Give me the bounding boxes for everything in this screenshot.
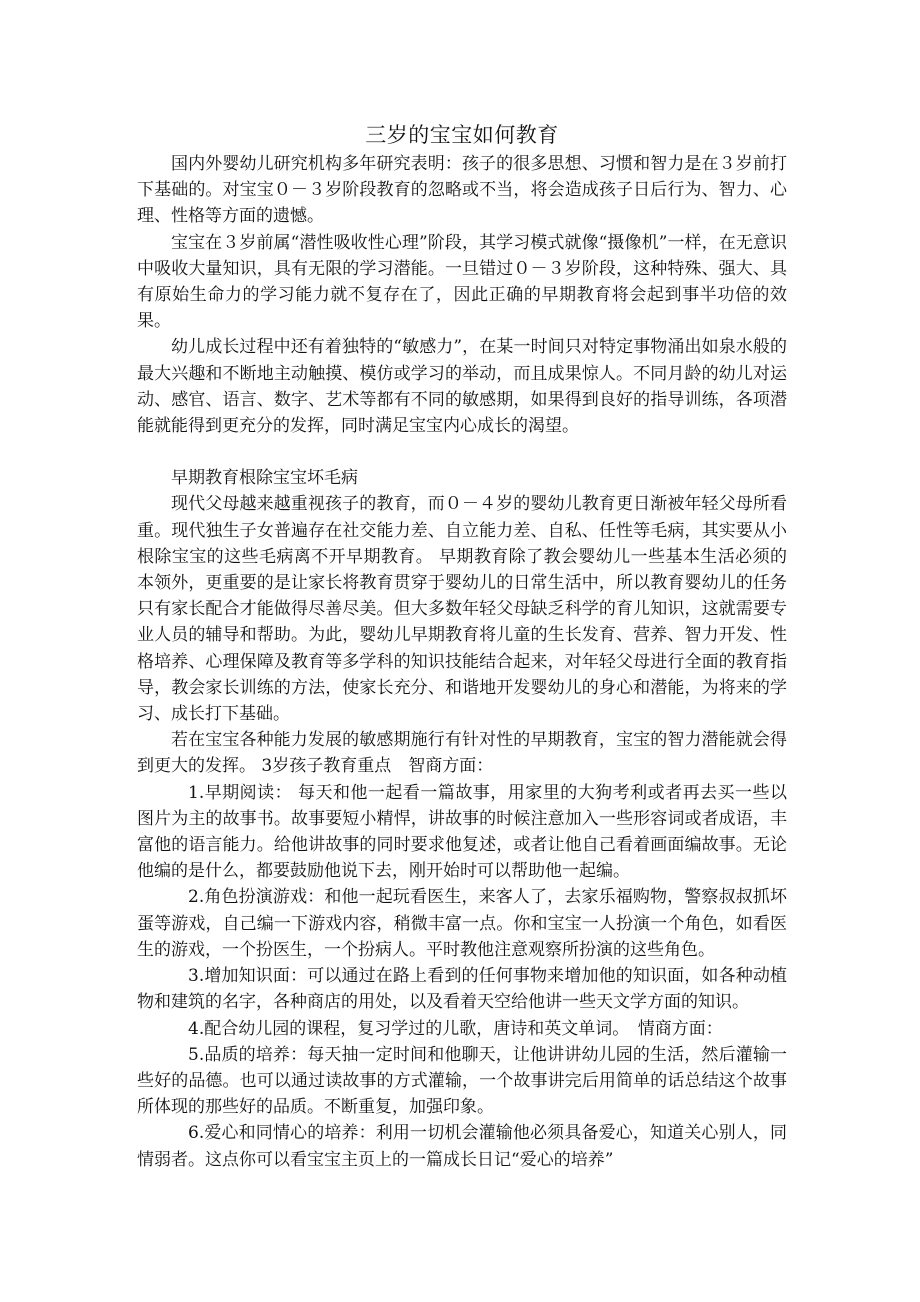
paragraph-section-2: 若在宝宝各种能力发展的敏感期施行有针对性的早期教育，宝宝的智力潜能就会得到更大的发挥。 3岁孩子教育重点 智商方面： [137,730,787,777]
paragraph-intro-2: 宝宝在３岁前属“潜性吸收性心理”阶段，其学习模式就像“摄像机”一样，在无意识中吸收大量知识，具有无限的学习潜能。一旦错过０－３岁阶段，这种特殊、强大、具有原始生命力的学习能力就不复存在了，因此正确的早期教育将会起到事半功倍的效果。 [137,232,787,332]
list-item-knowledge: 3.增加知识面：可以通过在路上看到的任何事物来增加他的知识面，如各种动植物和建筑的名字，各种商店的用处，以及看着天空给他讲一些天文学方面的知识。 [137,966,787,1013]
list-item-compassion: 6.爱心和同情心的培养：利用一切机会灌输他必须具备爱心，知道关心别人，同情弱者。这点你可以看宝宝主页上的一篇成长日记“爱心的培养” [137,1123,787,1170]
list-item-character: 5.品质的培养：每天抽一定时间和他聊天，让他讲讲幼儿园的生活，然后灌输一些好的品德。也可以通过读故事的方式灌输，一个故事讲完后用简单的话总结这个故事所体现的那些好的品质。不断重复，加强印象。 [137,1044,787,1118]
paragraph-intro-3: 幼儿成长过程中还有着独特的“敏感力”，在某一时间只对特定事物涌出如泉水般的最大兴趣和不断地主动触摸、模仿或学习的举动，而且成果惊人。不同月龄的幼儿对运动、感官、语言、数字、艺术等都有不同的敏感期，如果得到良好的指导训练，各项潜能就能得到更充分的发挥，同时满足宝宝内心成长的渴望。 [137,337,787,437]
paragraph-spacer [137,439,787,465]
document-title: 三岁的宝宝如何教育 [365,123,559,147]
section-heading: 早期教育根除宝宝坏毛病 [171,468,358,489]
paragraph-intro-1: 国内外婴幼儿研究机构多年研究表明：孩子的很多思想、习惯和智力是在３岁前打下基础的。对宝宝０－３岁阶段教育的忽略或不当，将会造成孩子日后行为、智力、心理、性格等方面的遗憾。 [137,154,787,227]
list-item-early-reading: 1.早期阅读： 每天和他一起看一篇故事，用家里的大狗考利或者再去买一些以图片为主的故事书。故事要短小精悍，讲故事的时候注意加入一些形容词或者成语，丰富他的语言能力。给他讲故事的同时要求他复述，或者让他自己看着画面编故事。无论他编的是什么，都要鼓励他说下去，刚开始时可以帮助他一起编。 [137,782,787,882]
document-body [137,120,787,1173]
list-item-kindergarten-review: 4.配合幼儿园的课程，复习学过的儿歌，唐诗和英文单词。 情商方面： [188,1018,723,1039]
list-item-role-play: 2.角色扮演游戏：和他一起玩看医生，来客人了，去家乐福购物，警察叔叔抓坏蛋等游戏，自己编一下游戏内容，稍微丰富一点。你和宝宝一人扮演一个角色，如看医生的游戏，一个扮医生，一个扮病人。平时教他注意观察所扮演的这些角色。 [137,887,787,960]
paragraph-section-1: 现代父母越来越重视孩子的教育，而０－４岁的婴幼儿教育更日渐被年轻父母所看重。现代独生子女普遍存在社交能力差、自立能力差、自私、任性等毛病，其实要从小根除宝宝的这些毛病离不开早期教育。 早期教育除了教会婴幼儿一些基本生活必须的本领外，更重要的是让家长将教育贯穿于婴幼儿的日常生活中，所以教育婴幼儿的任务只有家长配合才能做得尽善尽美。但大多数年轻父母缺乏科学的育儿知识，这就需要专业人员的辅导和帮助。为此，婴幼儿早期教育将儿童的生长发育、营养、智力开发、性格培养、心理保障及教育等多学科的知识技能结合起来，对年轻父母进行全面的教育指导，教会家长训练的方法，使家长充分、和谐地开发婴幼儿的身心和潜能，为将来的学习、成长打下基础。 [137,494,787,725]
